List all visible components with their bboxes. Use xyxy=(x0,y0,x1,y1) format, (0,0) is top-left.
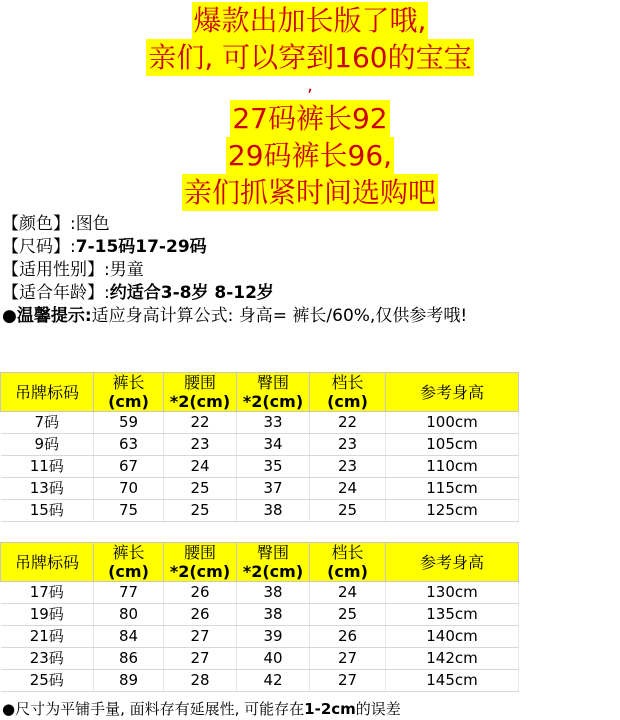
cell-tag: 17码 xyxy=(1,582,94,604)
cell-length: 77 xyxy=(94,582,164,604)
cell-length: 59 xyxy=(94,412,164,434)
table-row xyxy=(1,434,519,456)
tip-text: 适应身高计算公式: 身高= 裤长/60%,仅供参考哦! xyxy=(91,306,468,326)
cell-rise: 23 xyxy=(310,434,386,456)
cell-tag: 19码 xyxy=(1,604,94,626)
cell-waist: 26 xyxy=(164,582,237,604)
headline-line-4: 29码裤长96, xyxy=(227,139,393,172)
cell-height: 110cm xyxy=(386,456,519,478)
header-waist-unit: *2(cm) xyxy=(169,392,231,411)
cell-tag: 23码 xyxy=(1,648,94,670)
age-value: 约适合3-8岁 8-12岁 xyxy=(109,283,274,303)
cell-waist: 25 xyxy=(164,500,237,522)
cell-tag: 25码 xyxy=(1,670,94,692)
size-value: 7-15码17-29码 xyxy=(75,237,207,257)
header-rise xyxy=(310,373,386,412)
cell-height: 130cm xyxy=(386,582,519,604)
header-length xyxy=(94,373,164,412)
header-hip-title: 臀围 xyxy=(256,373,289,392)
header-length-unit: (cm) xyxy=(108,392,149,411)
header-ref-height: 参考身高 xyxy=(386,543,519,582)
cell-rise: 27 xyxy=(310,648,386,670)
gender-value: 男童 xyxy=(109,260,144,280)
cell-hip: 38 xyxy=(237,604,310,626)
header-rise-unit: (cm) xyxy=(327,392,368,411)
headline-line-1: 爆款出加长版了哦, xyxy=(193,4,427,37)
cell-tag: 15码 xyxy=(1,500,94,522)
table-row xyxy=(1,456,519,478)
cell-length: 75 xyxy=(94,500,164,522)
header-length-unit: (cm) xyxy=(108,562,149,581)
cell-tag: 11码 xyxy=(1,456,94,478)
cell-hip: 38 xyxy=(237,582,310,604)
header-tag-size: 吊牌标码 xyxy=(1,543,94,582)
header-hip-unit: *2(cm) xyxy=(242,562,304,581)
headline-line-5: 亲们抓紧时间选购吧 xyxy=(183,176,436,209)
cell-height: 142cm xyxy=(386,648,519,670)
header-waist-title: 腰围 xyxy=(183,543,216,562)
header-waist-title: 腰围 xyxy=(183,373,216,392)
color-value: 图色 xyxy=(75,214,110,234)
note-text-a: ●尺寸为平铺手量, 面料存有延展性, 可能存在 xyxy=(2,700,305,718)
gender-label: 【适用性别】: xyxy=(2,260,110,280)
size-table-2 xyxy=(0,542,519,692)
header-rise-title: 档长 xyxy=(331,373,364,392)
table-header-row xyxy=(1,543,519,582)
cell-length: 70 xyxy=(94,478,164,500)
cell-height: 125cm xyxy=(386,500,519,522)
cell-hip: 35 xyxy=(237,456,310,478)
cell-length: 63 xyxy=(94,434,164,456)
info-tip xyxy=(2,305,614,328)
cell-hip: 38 xyxy=(237,500,310,522)
promo-headline xyxy=(0,2,620,211)
cell-rise: 25 xyxy=(310,604,386,626)
header-hip xyxy=(237,543,310,582)
header-hip-title: 臀围 xyxy=(256,543,289,562)
table-row xyxy=(1,604,519,626)
cell-rise: 24 xyxy=(310,582,386,604)
cell-length: 67 xyxy=(94,456,164,478)
cell-rise: 25 xyxy=(310,500,386,522)
tip-label: ●温馨提示: xyxy=(2,306,92,326)
header-waist xyxy=(164,543,237,582)
cell-rise: 24 xyxy=(310,478,386,500)
cell-rise: 27 xyxy=(310,670,386,692)
table-row xyxy=(1,412,519,434)
cell-length: 89 xyxy=(94,670,164,692)
headline-line-2-number: 160 xyxy=(334,41,388,74)
table-row xyxy=(1,648,519,670)
cell-waist: 27 xyxy=(164,648,237,670)
cell-tag: 7码 xyxy=(1,412,94,434)
header-length-title: 裤长 xyxy=(112,543,145,562)
info-age-row xyxy=(2,282,614,305)
table-row xyxy=(1,478,519,500)
note-text-b: 的误差 xyxy=(355,700,401,718)
cell-waist: 23 xyxy=(164,434,237,456)
cell-height: 115cm xyxy=(386,478,519,500)
cell-tag: 13码 xyxy=(1,478,94,500)
cell-tag: 9码 xyxy=(1,434,94,456)
size-label: 【尺码】: xyxy=(2,237,76,257)
cell-waist: 26 xyxy=(164,604,237,626)
cell-waist: 28 xyxy=(164,670,237,692)
product-info xyxy=(2,213,614,328)
header-waist xyxy=(164,373,237,412)
cell-height: 140cm xyxy=(386,626,519,648)
size-table-1 xyxy=(0,372,519,522)
header-length xyxy=(94,543,164,582)
table-row xyxy=(1,582,519,604)
cell-hip: 40 xyxy=(237,648,310,670)
cell-hip: 42 xyxy=(237,670,310,692)
cell-tag: 21码 xyxy=(1,626,94,648)
cell-rise: 26 xyxy=(310,626,386,648)
info-color-row xyxy=(2,213,614,236)
info-gender-row xyxy=(2,259,614,282)
cell-waist: 27 xyxy=(164,626,237,648)
info-size-row xyxy=(2,236,614,259)
headline-separator: , xyxy=(307,75,313,96)
table-row xyxy=(1,500,519,522)
headline-line-2 xyxy=(146,39,473,76)
note-range: 1-2cm xyxy=(304,700,356,718)
table-header-row xyxy=(1,373,519,412)
header-ref-height: 参考身高 xyxy=(386,373,519,412)
cell-length: 86 xyxy=(94,648,164,670)
cell-height: 100cm xyxy=(386,412,519,434)
cell-hip: 33 xyxy=(237,412,310,434)
table-row xyxy=(1,670,519,692)
cell-waist: 25 xyxy=(164,478,237,500)
header-waist-unit: *2(cm) xyxy=(169,562,231,581)
cell-length: 80 xyxy=(94,604,164,626)
header-hip-unit: *2(cm) xyxy=(242,392,304,411)
cell-waist: 22 xyxy=(164,412,237,434)
cell-hip: 34 xyxy=(237,434,310,456)
cell-hip: 37 xyxy=(237,478,310,500)
header-rise xyxy=(310,543,386,582)
cell-height: 105cm xyxy=(386,434,519,456)
header-rise-unit: (cm) xyxy=(327,562,368,581)
header-tag-size: 吊牌标码 xyxy=(1,373,94,412)
table-row xyxy=(1,626,519,648)
cell-length: 84 xyxy=(94,626,164,648)
cell-waist: 24 xyxy=(164,456,237,478)
color-label: 【颜色】: xyxy=(2,214,76,234)
cell-hip: 39 xyxy=(237,626,310,648)
age-label: 【适合年龄】: xyxy=(2,283,110,303)
cell-height: 145cm xyxy=(386,670,519,692)
cell-rise: 23 xyxy=(310,456,386,478)
measurement-note xyxy=(2,699,401,720)
header-hip xyxy=(237,373,310,412)
cell-rise: 22 xyxy=(310,412,386,434)
headline-line-3: 27码裤长92 xyxy=(232,102,388,135)
header-length-title: 裤长 xyxy=(112,373,145,392)
headline-line-2-text-b: 的宝宝 xyxy=(387,41,472,74)
cell-height: 135cm xyxy=(386,604,519,626)
headline-line-2-text-a: 亲们, 可以穿到 xyxy=(148,41,335,74)
header-rise-title: 档长 xyxy=(331,543,364,562)
